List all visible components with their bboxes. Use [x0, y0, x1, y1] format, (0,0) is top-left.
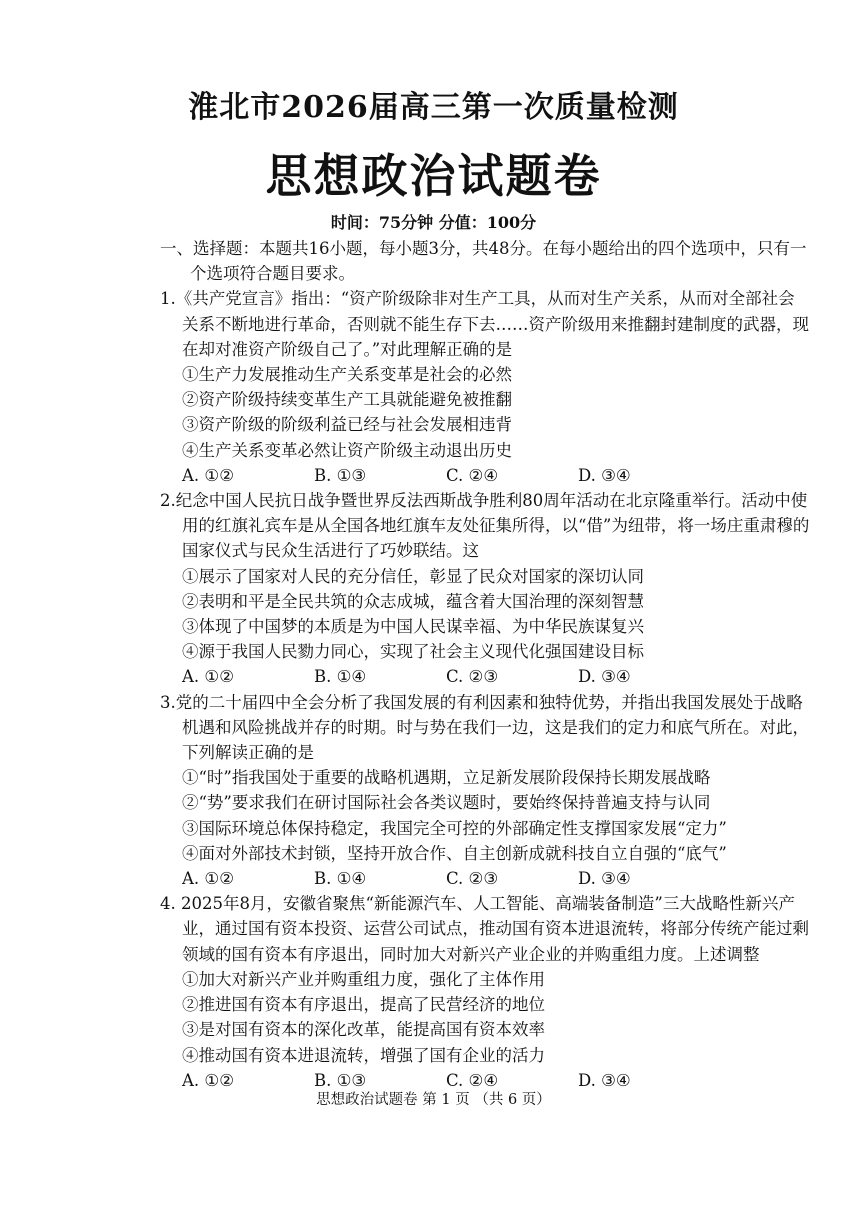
statement-option: ②资产阶级持续变革生产工具就能避免被推翻	[182, 390, 512, 410]
statement-option: ②推进国有资本有序退出，提高了民营经济的地位	[182, 995, 545, 1015]
choice-d: D. ③④	[578, 667, 631, 687]
choice-a: A. ①②	[182, 869, 234, 889]
question-stem: 1.《共产党宣言》指出：“资产阶级除非对生产工具，从而对生产关系，从而对全部社会关系不断地进行革命，否则就不能生存下去……资产阶级用来推翻封建制度的武器，现在却对准资产阶级自己了。”对此理解正确的是	[160, 289, 809, 359]
statement-option: ④推动国有资本进退流转，增强了国有企业的活力	[182, 1045, 545, 1065]
question-2	[160, 488, 810, 690]
choice-b: B. ①④	[314, 667, 367, 687]
statement-option: ②表明和平是全民共筑的众志成城，蕴含着大国治理的深刻智慧	[182, 591, 644, 611]
statement-option: ①生产力发展推动生产关系变革是社会的必然	[182, 365, 512, 385]
statement-option: ③是对国有资本的深化改革，能提高国有资本效率	[182, 1020, 545, 1040]
time-score-info: 时间：75分钟 分值：100分	[330, 213, 537, 232]
exam-body	[160, 236, 810, 1093]
choice-d: D. ③④	[578, 869, 631, 889]
answer-choices	[182, 664, 810, 689]
choice-a: A. ①②	[182, 1070, 234, 1090]
question-1	[160, 286, 810, 488]
question-stem: 3.党的二十届四中全会分析了我国发展的有利因素和独特优势，并指出我国发展处于战略机遇和风险挑战并存的时期。时与势在我们一边，这是我们的定力和底气所在。对此，下列解读正确的是	[160, 692, 809, 763]
question-stem: 4. 2025年8月，安徽省聚焦“新能源汽车、人工智能、高端装备制造”三大战略性新兴产业，通过国有资本投资、运营公司试点，推动国有资本进退流转，将部分传统产能过剩领域的国有资本有序退出，同时加大对新兴产业企业的并购重组力度。上述调整	[160, 894, 809, 964]
statement-option: ③体现了中国梦的本质是为中国人民谋幸福、为中华民族谋复兴	[182, 617, 644, 637]
statement-option: ②“势”要求我们在研讨国际社会各类议题时，要始终保持普遍支持与认同	[182, 793, 711, 813]
question-4	[160, 891, 810, 1093]
question-stem: 2.纪念中国人民抗日战争暨世界反法西斯战争胜利80周年活动在北京隆重举行。活动中使用的红旗礼宾车是从全国各地红旗车友处征集所得，以“借”为纽带，将一场庄重肃穆的国家仪式与民众生活进行了巧妙联结。这	[160, 491, 810, 561]
choice-c: C. ②④	[446, 1070, 499, 1090]
statement-option: ③国际环境总体保持稳定，我国完全可控的外部确定性支撑国家发展“定力”	[182, 818, 727, 838]
choice-b: B. ①④	[314, 869, 367, 889]
statement-option: ④源于我国人民勠力同心，实现了社会主义现代化强国建设目标	[182, 642, 644, 662]
answer-choices	[182, 463, 810, 488]
section-instruction: 一、选择题：本题共16小题，每小题3分，共48分。在每小题给出的四个选项中，只有一个选项符合题目要求。	[160, 239, 807, 284]
statement-option: ④面对外部技术封锁，坚持开放合作、自主创新成就科技自立自强的“底气”	[182, 843, 727, 863]
question-3	[160, 690, 810, 892]
choice-d: D. ③④	[578, 1070, 631, 1090]
statement-option: ①加大对新兴产业并购重组力度，强化了主体作用	[182, 969, 545, 989]
choice-c: C. ②③	[446, 869, 499, 889]
statement-option: ④生产关系变革必然让资产阶级主动退出历史	[182, 440, 512, 460]
choice-c: C. ②③	[446, 667, 499, 687]
answer-choices	[182, 866, 810, 891]
subject-title: 思想政治试题卷	[265, 149, 602, 203]
choice-b: B. ①③	[314, 465, 367, 485]
choice-d: D. ③④	[578, 465, 631, 485]
statement-option: ①展示了国家对人民的充分信任，彰显了民众对国家的深切认同	[182, 566, 644, 586]
statement-option: ①“时”指我国处于重要的战略机遇期，立足新发展阶段保持长期发展战略	[182, 768, 711, 788]
choice-a: A. ①②	[182, 465, 234, 485]
choice-a: A. ①②	[182, 667, 234, 687]
choice-b: B. ①③	[314, 1070, 367, 1090]
page-footer: 思想政治试题卷 第 1 页 （共 6 页）	[316, 1092, 551, 1108]
statement-option: ③资产阶级的阶级利益已经与社会发展相违背	[182, 415, 512, 435]
choice-c: C. ②④	[446, 465, 499, 485]
exam-title: 淮北市2026届高三第一次质量检测	[188, 90, 679, 125]
